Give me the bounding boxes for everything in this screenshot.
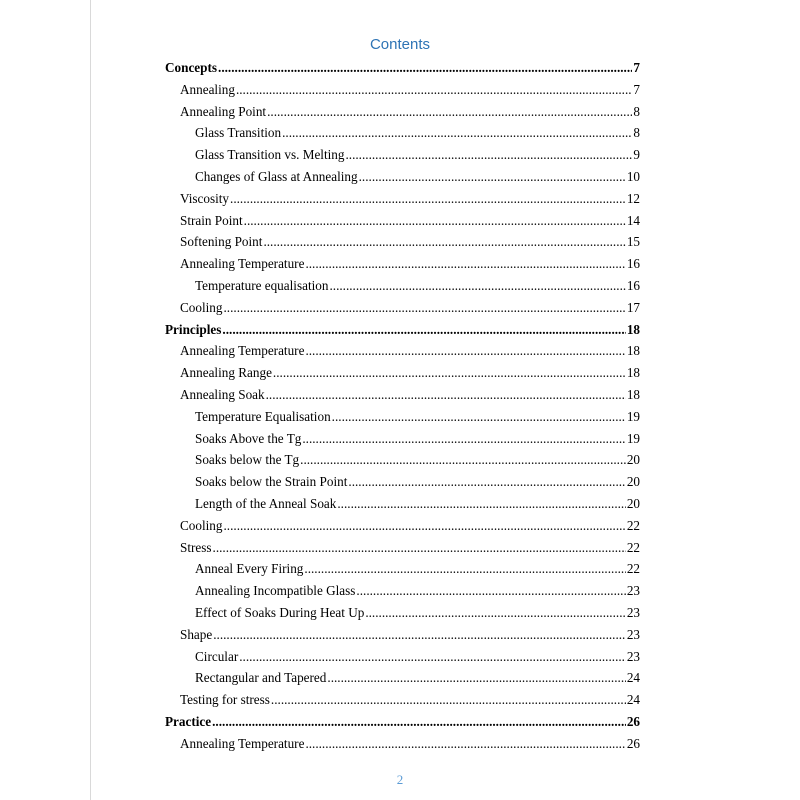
toc-entry[interactable] xyxy=(165,275,640,297)
toc-entry-page[interactable]: 24 xyxy=(626,692,640,708)
toc-entry[interactable] xyxy=(165,537,640,559)
toc-dot-leader xyxy=(213,537,626,559)
toc-dot-leader xyxy=(327,667,625,689)
toc-entry[interactable] xyxy=(165,515,640,537)
toc-entry-text[interactable]: Length of the Anneal Soak xyxy=(195,495,337,511)
toc-entry-text[interactable]: Rectangular and Tapered xyxy=(195,670,327,686)
toc-entry[interactable] xyxy=(165,210,640,232)
toc-dot-leader xyxy=(222,319,625,341)
toc-dot-leader xyxy=(337,493,625,515)
toc-entry-page[interactable]: 8 xyxy=(633,125,640,141)
toc-entry[interactable] xyxy=(165,624,640,646)
toc-entry[interactable] xyxy=(165,471,640,493)
toc-entry-page[interactable]: 19 xyxy=(626,430,640,446)
toc-entry[interactable] xyxy=(165,406,640,428)
toc-dot-leader xyxy=(273,362,626,384)
toc-entry-page[interactable]: 26 xyxy=(626,735,640,751)
toc-entry-page[interactable]: 23 xyxy=(626,626,640,642)
toc-entry-text[interactable]: Principles xyxy=(165,321,222,337)
toc-entry-page[interactable]: 7 xyxy=(633,81,640,97)
toc-dot-leader xyxy=(304,558,625,580)
toc-entry[interactable] xyxy=(165,79,640,101)
toc-dot-leader xyxy=(266,384,626,406)
toc-entry-page[interactable]: 18 xyxy=(626,386,640,402)
toc-entry[interactable] xyxy=(165,297,640,319)
toc-dot-leader xyxy=(212,711,626,733)
toc-entry-text[interactable]: Soaks below the Strain Point xyxy=(195,474,348,490)
toc-entry-page[interactable]: 22 xyxy=(626,539,640,555)
toc-entry[interactable] xyxy=(165,646,640,668)
toc-entry-page[interactable]: 19 xyxy=(626,408,640,424)
toc-entry[interactable] xyxy=(165,558,640,580)
toc-entry-text[interactable]: Annealing Point xyxy=(180,103,267,119)
toc-entry-page[interactable]: 24 xyxy=(626,670,640,686)
toc-entry[interactable] xyxy=(165,319,640,341)
toc-dot-leader xyxy=(282,122,632,144)
toc-entry-page[interactable]: 23 xyxy=(626,583,640,599)
toc-entry-text[interactable]: Temperature equalisation xyxy=(195,277,329,293)
toc-entry-page[interactable]: 22 xyxy=(626,561,640,577)
toc-entry-page[interactable]: 7 xyxy=(633,60,640,75)
toc-entry-text[interactable]: Viscosity xyxy=(180,190,230,206)
toc-entry-text[interactable]: Annealing Temperature xyxy=(180,735,305,751)
toc-entry[interactable] xyxy=(165,580,640,602)
toc-entry-text[interactable]: Soaks below the Tg xyxy=(195,452,300,468)
toc-title: Contents xyxy=(369,36,431,53)
toc-dot-leader xyxy=(359,166,626,188)
toc-entry-page[interactable]: 16 xyxy=(626,277,640,293)
toc-entry[interactable] xyxy=(165,253,640,275)
toc-dot-leader xyxy=(213,624,626,646)
toc-entry-text[interactable]: Concepts xyxy=(165,60,218,75)
toc-entry-text[interactable]: Effect of Soaks During Heat Up xyxy=(195,604,365,620)
toc-entry-text[interactable]: Annealing Range xyxy=(180,365,272,381)
toc-entry[interactable] xyxy=(165,449,640,471)
toc-entry[interactable] xyxy=(165,340,640,362)
toc-entry[interactable] xyxy=(165,188,640,210)
toc-entry-page[interactable]: 18 xyxy=(626,343,640,359)
toc-dot-leader xyxy=(218,57,632,79)
toc-entry-text[interactable]: Softening Point xyxy=(180,234,263,250)
toc-entry[interactable] xyxy=(165,733,640,755)
toc-entry-text[interactable]: Testing for stress xyxy=(180,692,270,708)
toc-entry-text[interactable]: Glass Transition vs. Melting xyxy=(195,147,345,163)
toc-entry-page[interactable]: 22 xyxy=(626,517,640,533)
toc-entry[interactable] xyxy=(165,362,640,384)
toc-dot-leader xyxy=(305,253,625,275)
toc-entry-text[interactable]: Temperature Equalisation xyxy=(195,408,331,424)
toc-entry[interactable] xyxy=(165,602,640,624)
toc-entry-text[interactable]: Soaks Above the Tg xyxy=(195,430,302,446)
toc-entry-text[interactable]: Strain Point xyxy=(180,212,243,228)
toc-dot-leader xyxy=(239,646,626,668)
toc-dot-leader xyxy=(244,210,626,232)
toc-entry-page[interactable]: 10 xyxy=(626,168,640,184)
toc-dot-leader xyxy=(329,275,625,297)
toc-entry-text[interactable]: Annealing Temperature xyxy=(180,256,305,272)
toc-entry[interactable] xyxy=(165,144,640,166)
toc-dot-leader xyxy=(230,188,626,210)
toc-entry[interactable] xyxy=(165,689,640,711)
toc-entry-page[interactable]: 16 xyxy=(626,256,640,272)
toc-entry-page[interactable]: 15 xyxy=(626,234,640,250)
toc-entry-page[interactable]: 18 xyxy=(626,365,640,381)
toc-dot-leader xyxy=(271,689,626,711)
toc-entry[interactable] xyxy=(165,57,640,79)
toc-entry[interactable] xyxy=(165,711,640,733)
toc-entry[interactable] xyxy=(165,166,640,188)
toc-entry-text[interactable]: Practice xyxy=(165,713,212,729)
toc-entry[interactable] xyxy=(165,231,640,253)
toc-entry-page[interactable]: 23 xyxy=(626,648,640,664)
toc-entry[interactable] xyxy=(165,384,640,406)
toc-dot-leader xyxy=(305,340,625,362)
page-margin-rule xyxy=(90,0,91,800)
toc-dot-leader xyxy=(305,733,625,755)
toc-entry-text[interactable]: Glass Transition xyxy=(195,125,282,141)
toc-entry-text[interactable]: Circular xyxy=(195,648,239,664)
toc-entry[interactable] xyxy=(165,667,640,689)
toc-entry-text[interactable]: Cooling xyxy=(180,299,223,315)
toc-entry-text[interactable]: Anneal Every Firing xyxy=(195,561,304,577)
toc-entry[interactable] xyxy=(165,122,640,144)
table-of-contents xyxy=(165,57,640,755)
toc-entry[interactable] xyxy=(165,493,640,515)
toc-entry-page[interactable]: 8 xyxy=(633,103,640,119)
toc-dot-leader xyxy=(365,602,625,624)
page-number: 2 xyxy=(396,772,404,787)
toc-dot-leader xyxy=(236,79,632,101)
toc-entry-text[interactable]: Annealing Soak xyxy=(180,386,265,402)
toc-entry-text[interactable]: Stress xyxy=(180,539,212,555)
toc-entry[interactable] xyxy=(165,428,640,450)
toc-dot-leader xyxy=(224,515,626,537)
toc-dot-leader xyxy=(224,297,626,319)
toc-entry-text[interactable]: Annealing xyxy=(180,81,235,97)
toc-entry-page[interactable]: 20 xyxy=(626,474,640,490)
toc-dot-leader xyxy=(302,428,625,450)
toc-dot-leader xyxy=(345,144,632,166)
toc-entry-page[interactable]: 17 xyxy=(626,299,640,315)
toc-dot-leader xyxy=(348,471,625,493)
toc-entry-text[interactable]: Shape xyxy=(180,626,213,642)
toc-dot-leader xyxy=(356,580,625,602)
toc-entry-page[interactable]: 20 xyxy=(626,452,640,468)
toc-dot-leader xyxy=(300,449,626,471)
toc-entry-page[interactable]: 23 xyxy=(626,604,640,620)
toc-dot-leader xyxy=(332,406,626,428)
toc-entry-page[interactable]: 18 xyxy=(626,321,640,337)
toc-dot-leader xyxy=(267,101,632,123)
toc-entry-text[interactable]: Changes of Glass at Annealing xyxy=(195,168,358,184)
toc-entry-text[interactable]: Annealing Incompatible Glass xyxy=(195,583,356,599)
toc-entry-page[interactable]: 26 xyxy=(626,713,640,729)
toc-entry-text[interactable]: Cooling xyxy=(180,517,223,533)
toc-entry-page[interactable]: 9 xyxy=(633,147,640,163)
toc-entry-page[interactable]: 14 xyxy=(626,212,640,228)
toc-dot-leader xyxy=(263,231,625,253)
toc-entry-text[interactable]: Annealing Temperature xyxy=(180,343,305,359)
toc-entry[interactable] xyxy=(165,101,640,123)
toc-entry-page[interactable]: 12 xyxy=(626,190,640,206)
toc-entry-page[interactable]: 20 xyxy=(626,495,640,511)
